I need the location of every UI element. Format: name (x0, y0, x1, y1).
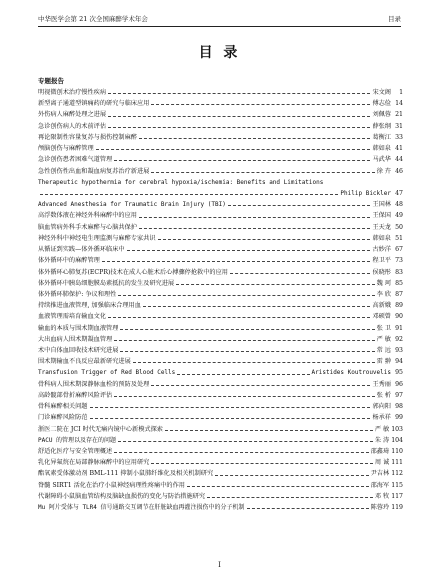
toc-entry[interactable] (38, 233, 403, 244)
toc-entry[interactable] (38, 311, 403, 322)
toc-entry[interactable] (38, 244, 403, 255)
toc-entry-author: 刘佩蓉 (372, 111, 391, 119)
toc-entry-author: 葛衡江 (372, 133, 391, 141)
toc-entry-page: 95 (395, 369, 403, 377)
toc-entry-title: 脊髓 SIRT1 活化在治疗小鼠神经病理性疼痛中的作用 (38, 481, 185, 489)
toc-entry[interactable] (38, 367, 403, 378)
toc-entry-title: 急性创伤性出血和凝血病复苏治疗新进展 (38, 167, 150, 175)
toc-entry-author: 邓 牧 (374, 492, 390, 500)
toc-entry-page: 51 (395, 234, 403, 242)
toc-entry-page: 94 (395, 358, 403, 366)
toc-entry-author: 程卫平 (372, 257, 391, 265)
toc-entry[interactable] (38, 87, 403, 98)
toc-entry-title: Therapeutic hypothermia for cerebral hypoxia/ischemia: Benefits and Limitations (38, 178, 324, 186)
toc-entry-page: 119 (391, 504, 403, 512)
toc-entry[interactable] (38, 143, 403, 154)
toc-entry-author: 尹吉林 (370, 470, 390, 478)
toc-entry-title: 急诊创伤病人的术前评估 (38, 122, 107, 130)
toc-entry-title: 持续推进血液管理, 加强临床合理用血 (38, 302, 141, 310)
toc-entry-title: 体外循环中胰岛细胞膜岛素抵抗的发生及研究进展 (38, 279, 175, 287)
dot-leader (90, 418, 371, 419)
running-header (38, 12, 401, 27)
toc-entry[interactable] (38, 480, 403, 491)
toc-entry-title: 从循证到实践—体外循环临床中 (38, 246, 125, 254)
toc-entry[interactable] (38, 300, 403, 311)
toc-entry[interactable] (38, 424, 403, 435)
toc-entry-author: 王秀丽 (372, 380, 391, 388)
toc-entry-page: 67 (395, 246, 403, 254)
toc-entry-page: 96 (395, 380, 403, 388)
toc-entry-page: 31 (395, 122, 403, 130)
toc-entry-title: 急诊创伤患者困难气道管理 (38, 156, 113, 164)
toc-entry-page: 99 (395, 414, 403, 422)
toc-entry[interactable] (38, 210, 403, 221)
dot-leader (158, 239, 371, 240)
toc-entry-page: 48 (395, 201, 403, 209)
dot-leader (207, 497, 373, 498)
dot-leader (40, 194, 338, 195)
toc-entry-author: 陈蓉玲 (370, 504, 390, 512)
toc-entry-author: 邵海军 (370, 481, 390, 489)
page-title: 目 录 (198, 45, 241, 61)
toc-entry-page: 33 (395, 133, 403, 141)
toc-entry-title: 骨科病人围术期深静脉血栓的预防及处理 (38, 380, 150, 388)
toc-entry-author: 王保国 (372, 212, 391, 220)
toc-entry[interactable] (38, 98, 403, 109)
toc-entry[interactable] (38, 132, 403, 143)
toc-entry-author: 魏 珂 (376, 279, 391, 287)
dot-leader (143, 306, 371, 307)
dot-leader (139, 228, 370, 229)
toc-entry-author: 李 欣 (376, 290, 391, 298)
toc-entry[interactable] (38, 435, 403, 446)
toc-entry-author: Philip Bickler (340, 189, 391, 197)
toc-entry[interactable] (38, 177, 403, 199)
toc-entry[interactable] (38, 390, 403, 401)
toc-entry-page: 112 (391, 470, 403, 478)
toc-entry-page: 93 (395, 347, 403, 355)
dot-leader (114, 396, 374, 397)
toc-entry[interactable] (38, 356, 403, 367)
dot-leader (151, 104, 370, 105)
toc-entry-author: 韩如泉 (372, 145, 391, 153)
toc-entry-author: 高新娥 (372, 302, 391, 310)
toc-entry-page: 47 (395, 189, 403, 197)
dot-leader (120, 351, 374, 352)
toc-entry-title: PACU 的管理以及存在的问题 (38, 436, 117, 444)
dot-leader (230, 273, 370, 274)
toc-entry[interactable] (38, 109, 403, 120)
dot-leader (108, 116, 370, 117)
toc-entry-author: 韩如泉 (372, 234, 391, 242)
toc-entry-author: 张 卫 (376, 324, 391, 332)
toc-entry-title: 舒适化医疗与安全管理概述 (38, 448, 113, 455)
toc-entry[interactable] (38, 166, 403, 177)
toc-entry-page: 103 (391, 425, 403, 433)
toc-entry[interactable] (38, 199, 403, 210)
toc-entry[interactable] (38, 401, 403, 412)
toc-entry-author: 邓硕曾 (372, 313, 391, 321)
toc-entry-author: 严 敏 (376, 335, 391, 343)
toc-entry[interactable] (38, 121, 403, 132)
toc-entry-title: 术中自体血回收技术研究进展 (38, 347, 119, 355)
toc-entry[interactable] (38, 278, 403, 289)
header-conference: 中华医学会第 21 次全国麻醉学术年会 (38, 15, 148, 23)
toc-entry-page: 90 (395, 313, 403, 321)
dot-leader (114, 452, 368, 453)
toc-entry[interactable] (38, 491, 403, 502)
toc-entry-author: 常 远 (376, 347, 391, 355)
toc-entry-title: 高浮数体液在神经外科麻醉中的应用 (38, 212, 137, 220)
toc-entry-title: 血液管理需培育输血文化 (38, 313, 107, 321)
dot-leader (114, 340, 374, 341)
toc-entry[interactable] (38, 154, 403, 165)
toc-entry[interactable] (38, 323, 403, 334)
toc-entry-page: 49 (395, 212, 403, 220)
toc-entry[interactable] (38, 334, 403, 345)
page-number: I (218, 561, 221, 569)
toc-entry[interactable] (38, 267, 403, 278)
dot-leader (215, 475, 368, 476)
dot-leader (96, 149, 371, 150)
toc-entry-page: 73 (395, 257, 403, 265)
toc-entry-title: Transfusion Trigger of Red Blood Cells (38, 369, 176, 377)
toc-entry-page: 115 (391, 481, 403, 489)
toc-entry-author: 雷 翀 (376, 358, 391, 366)
toc-entry-author: 朱 涛 (374, 436, 390, 444)
dot-leader (151, 172, 374, 173)
toc-entry-author: 徐 卉 (376, 167, 391, 175)
toc-entry[interactable] (38, 457, 403, 468)
dot-leader (187, 486, 369, 487)
dot-leader (118, 441, 373, 442)
toc-entry[interactable] (38, 345, 403, 356)
dot-leader (228, 205, 371, 206)
toc-entry-author: 傅志俭 (372, 100, 391, 108)
toc-entry-page: 98 (395, 403, 403, 411)
toc-entry[interactable] (38, 255, 403, 266)
toc-entry-author: 严 敏 (374, 425, 390, 433)
toc-entry-title: 体外循环心肺复苏(ECPR)技术在成人心脏术后心搏骤停抢救中的应用 (38, 268, 228, 276)
toc-entry-author: 侯晓彤 (372, 268, 391, 276)
toc-entry[interactable] (38, 468, 403, 479)
dot-leader (177, 374, 309, 375)
toc-entry[interactable] (38, 412, 403, 423)
toc-entry-title: 新型离子通道型镇痛药的研究与临床应用 (38, 100, 150, 108)
dot-leader (120, 329, 374, 330)
toc-entry-author: 薛张纲 (372, 122, 391, 130)
toc-entry-author: 王天龙 (372, 223, 391, 231)
toc-entry-page: 91 (395, 324, 403, 332)
toc-entry-page: 97 (395, 391, 403, 399)
toc-entry-page: 117 (391, 492, 403, 500)
toc-entry[interactable] (38, 502, 403, 513)
toc-entry-author: 王国林 (372, 201, 391, 209)
toc-entry-page: 1 (399, 89, 403, 96)
toc-entry-title: 体外循环肺保护: 争议和理性 (38, 290, 117, 298)
dot-leader (176, 284, 375, 285)
toc-entry-title: 再论限制性容量复苏与损伤控制麻醉 (38, 133, 137, 141)
dot-leader (127, 250, 371, 251)
dot-leader (139, 217, 370, 218)
toc-entry-author: 周 诚 (374, 459, 390, 467)
toc-entry-title: Mu 阿片受体与 TLR4 信号通路交互调节在肝脏缺血再灌注损伤中的分子机制 (38, 504, 245, 512)
toc-entry-author: 张 析 (376, 391, 391, 399)
dot-leader (165, 430, 373, 431)
toc-entry-page: 111 (391, 459, 403, 467)
toc-entry-author: 古妙洋 (372, 246, 391, 254)
toc-entry-page: 85 (395, 279, 403, 287)
toc-entry-author: 郭向阳 (372, 403, 391, 411)
dot-leader (139, 138, 370, 139)
toc-entry-title: 浙医二院在 JCI 时代无痛内镜中心新模式探索 (38, 425, 163, 433)
toc-entry-author: 马武华 (372, 156, 391, 164)
toc-entry[interactable] (38, 379, 403, 390)
toc-entry-title: 脑血管病外科手术麻醉与心脑共保护 (38, 223, 137, 231)
toc-entry-title: Advanced Anesthesia for Traumatic Brain Injury (TBI) (38, 201, 226, 209)
dot-leader (102, 261, 371, 262)
dot-leader (108, 317, 370, 318)
toc-entry-page: 87 (395, 290, 403, 298)
toc-entry-title: 输血的本质与围术期血液管理 (38, 324, 119, 332)
header-section: 目录 (388, 15, 401, 23)
toc-entry-page: 46 (395, 167, 403, 175)
toc-entry-title: 颅脑创伤与麻醉管理 (38, 145, 94, 153)
dot-leader (114, 160, 370, 161)
toc-entry-page: 104 (391, 436, 403, 444)
dot-leader (108, 127, 370, 128)
toc-entry-page: 83 (395, 268, 403, 276)
dot-leader (90, 407, 371, 408)
toc-entry-title: 乳化异氟烷在局部静脉麻醉中的应用研究 (38, 459, 150, 467)
dot-leader (133, 362, 375, 363)
toc-list (38, 87, 403, 513)
toc-entry-page: 92 (395, 335, 403, 343)
toc-entry-author: Aristides Koutrouvelis (311, 369, 391, 377)
toc-entry-page: 21 (395, 111, 403, 119)
toc-entry-title: 骨科麻醉相关问题 (38, 403, 88, 411)
dot-leader (118, 295, 374, 296)
toc-entry[interactable] (38, 446, 403, 457)
toc-entry-author: 邵鑫琦 (370, 448, 390, 455)
toc-entry-title: 酯氧素受体激动剂 BML-111 抑制小鼠肺纤维化及相关机制研究 (38, 470, 214, 478)
dot-leader (151, 463, 372, 464)
toc-entry-title: 神经外科中神经电生理监测与麻醉专家共识 (38, 234, 156, 242)
toc-entry-title: 明视微创术治疗慢性疾病 (38, 89, 107, 96)
toc-entry-page: 89 (395, 302, 403, 310)
toc-entry-title: 门诊麻醉风险防范 (38, 414, 88, 422)
section-heading: 专题报告 (38, 77, 64, 85)
toc-entry[interactable] (38, 289, 403, 300)
toc-entry-page: 41 (395, 145, 403, 153)
toc-entry-page: 14 (395, 100, 403, 108)
toc-entry-title: 外伤病人麻醉处理之进展 (38, 111, 107, 119)
toc-entry[interactable] (38, 222, 403, 233)
toc-entry-page: 110 (391, 448, 403, 455)
toc-entry-title: 围术期输血不良反应最新研究进展 (38, 358, 131, 366)
dot-leader (108, 93, 370, 94)
dot-leader (247, 508, 369, 509)
toc-entry-title: 大出血病人围术期凝血管理 (38, 335, 113, 343)
toc-entry-author: 宋文阁 (372, 89, 391, 96)
toc-entry-title: 体外循环中的麻醉管理 (38, 257, 100, 265)
toc-entry-author: 杨承祥 (372, 414, 391, 422)
toc-entry-page: 50 (395, 223, 403, 231)
dot-leader (151, 385, 370, 386)
toc-entry-title: 高龄髋部骨折麻醉风险评估 (38, 391, 113, 399)
toc-entry-title: 代谢障碍小鼠脑血管结构及脑缺血损伤的变化与防治措施研究 (38, 492, 206, 500)
toc-entry-page: 44 (395, 156, 403, 164)
